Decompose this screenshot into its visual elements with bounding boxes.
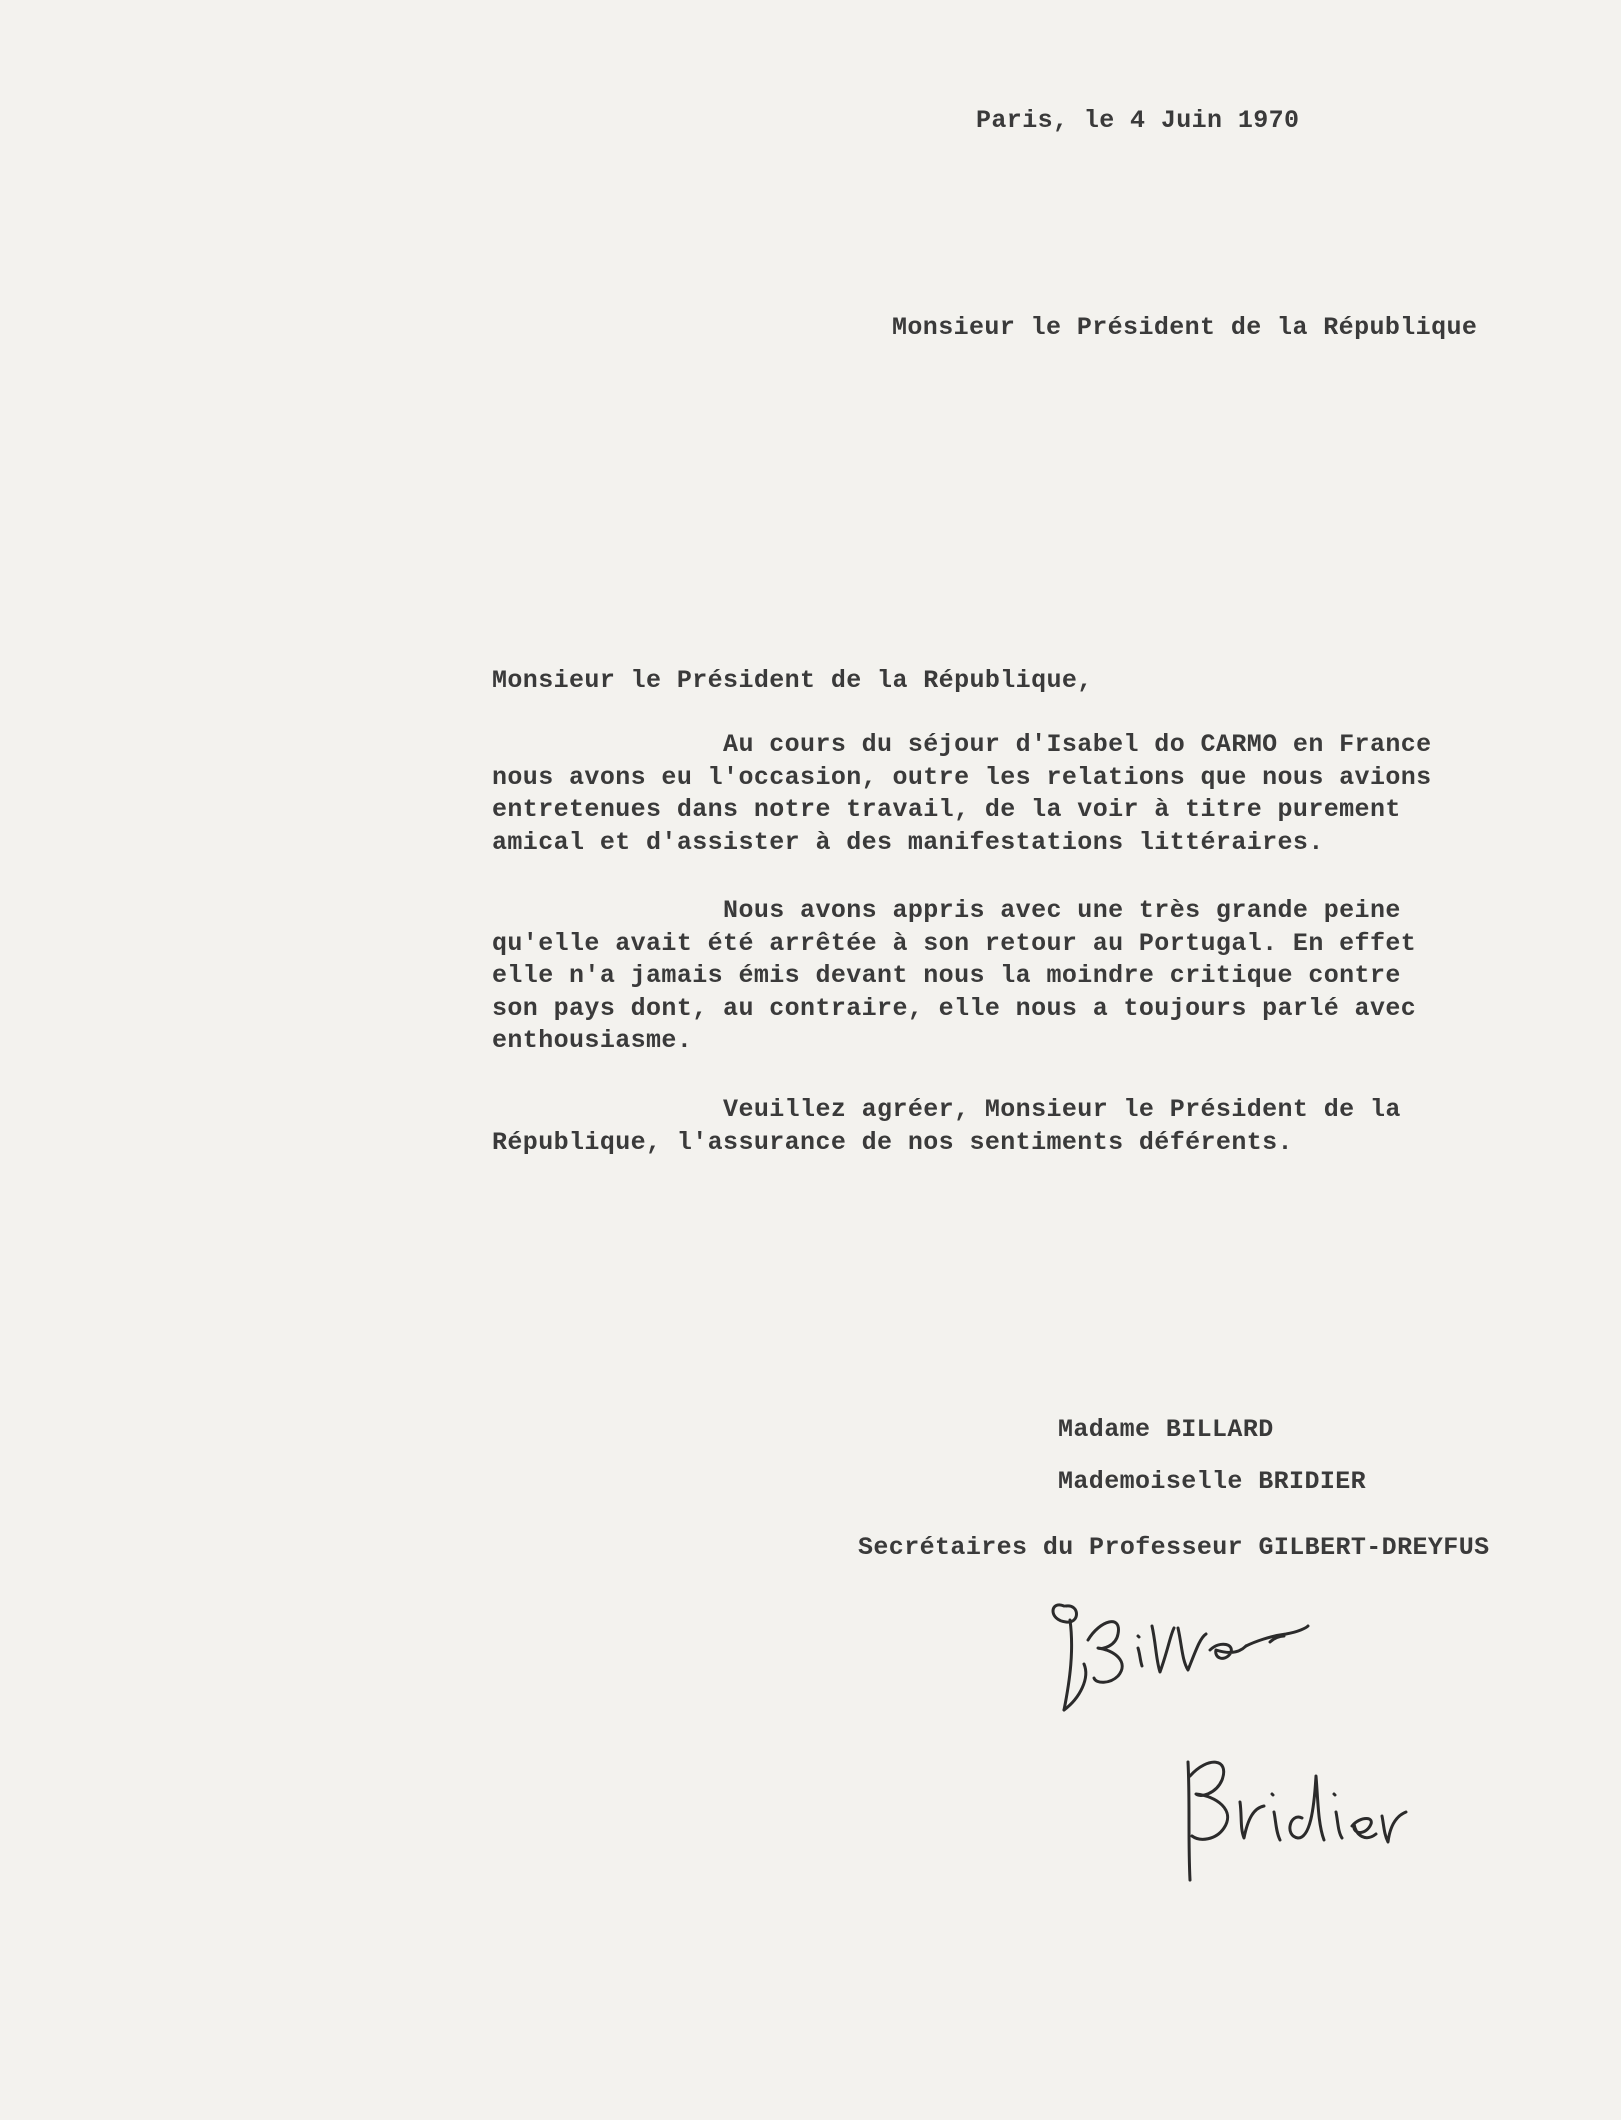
letter-salutation: Monsieur le Président de la République, [492, 666, 1093, 695]
paragraph-line: son pays dont, au contraire, elle nous a toujours parlé avec [492, 993, 1417, 1023]
letter-date: Paris, le 4 Juin 1970 [976, 106, 1300, 135]
paragraph-line: qu'elle avait été arrêtée à son retour au Portugal. En effet [492, 928, 1417, 958]
paragraph-line: amical et d'assister à des manifestations littéraires. [492, 827, 1324, 857]
handwritten-signatures [1040, 1580, 1520, 1920]
signatory-billard: Madame BILLARD [1058, 1415, 1274, 1444]
paragraph-2 [492, 895, 1502, 1058]
signatory-bridier: Mademoiselle BRIDIER [1058, 1467, 1367, 1496]
signatory-title: Secrétaires du Professeur GILBERT-DREYFUS [858, 1533, 1490, 1562]
paragraph-line: entretenues dans notre travail, de la voir à titre purement [492, 795, 1401, 824]
signature-bridier [1188, 1762, 1406, 1880]
paragraph-line: Veuillez agréer, Monsieur le Président de la [492, 1095, 1401, 1124]
paragraph-line: elle n'a jamais émis devant nous la moindre critique contre [492, 961, 1401, 990]
paragraph-line: Nous avons appris avec une très grande peine [492, 896, 1401, 925]
paragraph-line: République, l'assurance de nos sentiments déférents. [492, 1127, 1293, 1157]
signature-billard [1053, 1605, 1308, 1710]
letter-addressee: Monsieur le Président de la République [892, 313, 1478, 342]
paragraph-1 [492, 729, 1502, 859]
paragraph-line: enthousiasme. [492, 1026, 693, 1055]
paragraph-3 [492, 1094, 1502, 1159]
paragraph-line: Au cours du séjour d'Isabel do CARMO en France [492, 730, 1432, 759]
paragraph-line: nous avons eu l'occasion, outre les relations que nous avions [492, 762, 1432, 792]
